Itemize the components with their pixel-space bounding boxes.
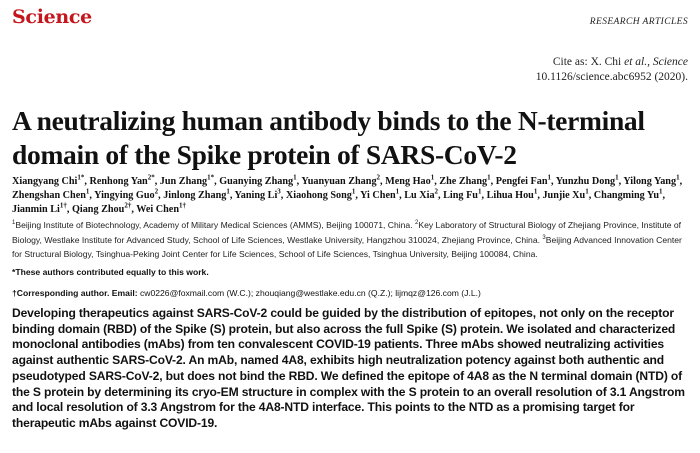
author-affiliation-marker: 2† — [124, 201, 132, 210]
affiliation-text: Key Laboratory of Structural Biology of Zhejiang Province, Institute of Biology, Westlake Institute for Advanced Study, School of Life Sciences, Westlake University, Hangzhou 310024, Zhejiang Province, China. — [12, 220, 682, 245]
affiliations — [12, 218, 692, 262]
corresponding-author — [12, 288, 692, 298]
citation-block — [536, 55, 688, 85]
author-name — [495, 173, 552, 187]
author-affiliation-marker: 2* — [147, 173, 155, 182]
citation-et-al: et al. — [624, 56, 648, 68]
author-name-text: Changming Yu — [593, 190, 660, 201]
author-name-text: Pengfei Fan — [495, 176, 548, 187]
author-name-text: Jianmin Li — [12, 204, 60, 215]
author-affiliation-marker: 1† — [59, 201, 67, 210]
author-name-text: Wei Chen — [136, 204, 179, 215]
author-affiliation-marker: 1 — [351, 187, 356, 196]
author-name — [71, 201, 132, 215]
author-name — [285, 187, 356, 201]
author-affiliation-marker: 1 — [615, 173, 619, 182]
author-affiliation-marker: 1 — [585, 187, 589, 196]
author-name — [219, 173, 297, 187]
affiliation-text: Beijing Advanced Innovation Center for Structural Biology, Tsinghua-Peking Joint Center for Life Sciences, School of Life Sciences, Tsinghua University, Beijing 100084, China. — [12, 234, 682, 259]
corresponding-emails[interactable]: cw0226@foxmail.com (W.C.); zhouqiang@westlake.edu.cn (Q.Z.); lijmqz@126.com (J.L.) — [139, 288, 481, 298]
author-name — [136, 201, 186, 215]
author-name-text: Meng Hao — [385, 176, 431, 187]
author-affiliation-marker: 1 — [395, 187, 400, 196]
author-list: Xiangyang Chi$^{1*}$, Renhong Yan$^{2*}$, Jun Zhang$^{1*}$, Guanying Zhang$^1$, Yuanyuan Zhang$^2$, Meng Hao$^1$, Zhe Zhang$^1$, Pengfei Fan$^1$, Yunzhu Dong$^1$, Yilong Yang$^1$, Zhengshan Chen$^1$, Yingying Guo$^2$, Jinlong Zhang$^1$, Yaning Li$^3$, Xiaohong Song$^1$, Yi Chen$^1$, Lu Xia$^2$, Ling Fu$^1$, Lihua Hou$^1$, Junjie Xu$^1$, Changming Yu$^1$, Jianmin $Li^{1\dagger}$, Qiang Zhou$^{2\dagger}$, Wei Chen$^{1\dagger}$ — [12, 173, 683, 215]
author-affiliation-marker: 1 — [226, 187, 230, 196]
abstract: Developing therapeutics against SARS-CoV-2 could be guided by the distribution of epitopes, not only on the receptor binding domain (RBD) of the Spike (S) protein, but also across the full Spike (S) protein. We isolated and characterized monoclonal antibodies (mAbs) from ten convalescent COVID-19 patients. Three mAbs showed neutralizing activities against authentic SARS-CoV-2. An mAb, named 4A8, exhibits high neutralization potency against both authentic and pseudotyped SARS-CoV-2, but does not bind the RBD. We defined the epitope of 4A8 as the N terminal domain (NTD) of the S protein by determining its cryo-EM structure in complex with the S protein to an overall resolution of 3.1 Angstrom and local resolution of 3.3 Angstrom for the 4A8-NTD interface. This points to the NTD as a promising target for therapeutic mAbs against COVID-19. — [12, 306, 685, 430]
author-affiliation-marker: 1* — [207, 173, 215, 182]
author-affiliation-marker: 1 — [547, 173, 552, 182]
affiliation-text: Beijing Institute of Biotechnology, Academy of Military Medical Sciences (AMMS), Beijing 100071, China. — [15, 220, 415, 230]
author-name-text: Junjie Xu — [542, 190, 586, 201]
author-name — [439, 173, 491, 187]
author-name — [623, 173, 680, 187]
citation-prefix: Cite as: X. Chi — [552, 56, 625, 68]
author-affiliation-marker: 2 — [376, 173, 381, 182]
author-name — [301, 173, 381, 187]
author-affiliation-marker: 1 — [487, 173, 491, 182]
author-name-text: Yuanyuan Zhang — [301, 176, 377, 187]
author-affiliation-marker: 1 — [477, 187, 482, 196]
author-name-text: Guanying Zhang — [219, 176, 294, 187]
author-name — [12, 187, 90, 201]
author-name — [163, 187, 230, 201]
affiliation-number: 3 — [542, 234, 546, 241]
journal-logo[interactable]: Science — [12, 6, 92, 28]
author-name-text: Jun Zhang — [159, 176, 208, 187]
author-affiliation-marker: 3 — [277, 187, 281, 196]
author-name — [360, 187, 400, 201]
author-name-text: Xiaohong Song — [285, 190, 352, 201]
author-name — [94, 187, 159, 201]
author-name — [12, 173, 85, 187]
title-line-2: domain of the Spike protein of SARS-CoV-2 — [12, 139, 517, 170]
author-affiliation-marker: 1 — [85, 187, 90, 196]
author-affiliation-marker: 1 — [293, 173, 297, 182]
author-name-text: Yilong Yang — [623, 176, 677, 187]
author-affiliation-marker: 2 — [154, 187, 159, 196]
author-name — [385, 173, 435, 187]
affiliation-number: 2 — [415, 220, 419, 227]
author-name — [234, 187, 281, 201]
author-name — [159, 173, 215, 187]
author-name-text: Yaning Li — [234, 190, 278, 201]
author-name-text: Renhong Yan — [89, 176, 148, 187]
author-affiliation-marker: 2 — [434, 187, 439, 196]
author-name-text: Yunzhu Dong — [555, 176, 616, 187]
corresponding-label: †Corresponding author. Email: — [12, 288, 140, 298]
author-affiliation-marker: 1* — [77, 173, 85, 182]
author-name-text: Qiang Zhou — [71, 204, 125, 215]
author-name — [555, 173, 619, 187]
author-affiliation-marker: 1 — [430, 173, 435, 182]
author-name — [593, 187, 663, 201]
author-name — [12, 201, 67, 215]
author-affiliation-marker: 1 — [676, 173, 680, 182]
author-affiliation-marker: 1 — [659, 187, 663, 196]
author-name — [404, 187, 439, 201]
author-name-text: Yi Chen — [360, 190, 396, 201]
author-name — [89, 173, 155, 187]
citation-doi[interactable]: 10.1126/science.abc6952 (2020). — [535, 71, 688, 83]
article-title — [12, 104, 692, 172]
citation-line — [536, 55, 688, 70]
equal-contribution-note: *These authors contributed equally to this work. — [12, 267, 209, 277]
author-name-text: Ling Fu — [443, 190, 478, 201]
author-name-text: Xiangyang Chi — [12, 176, 78, 187]
citation-journal: , Science — [647, 56, 688, 68]
author-name-text: Yingying Guo — [94, 190, 155, 201]
page-header — [10, 6, 690, 28]
title-line-1: A neutralizing human antibody binds to the N-terminal — [12, 105, 645, 136]
author-affiliation-marker: 1 — [533, 187, 538, 196]
author-name-text: Lu Xia — [404, 190, 435, 201]
author-name-text: Jinlong Zhang — [163, 190, 227, 201]
author-name — [486, 187, 538, 201]
author-name-text: Zhe Zhang — [439, 176, 488, 187]
author-name — [443, 187, 482, 201]
author-name — [542, 187, 589, 201]
author-name-text: Lihua Hou — [486, 190, 534, 201]
affiliation-number: 1 — [12, 220, 16, 227]
author-name-text: Zhengshan Chen — [12, 190, 86, 201]
section-label: RESEARCH ARTICLES — [589, 17, 688, 27]
author-affiliation-marker: 1† — [178, 201, 186, 210]
